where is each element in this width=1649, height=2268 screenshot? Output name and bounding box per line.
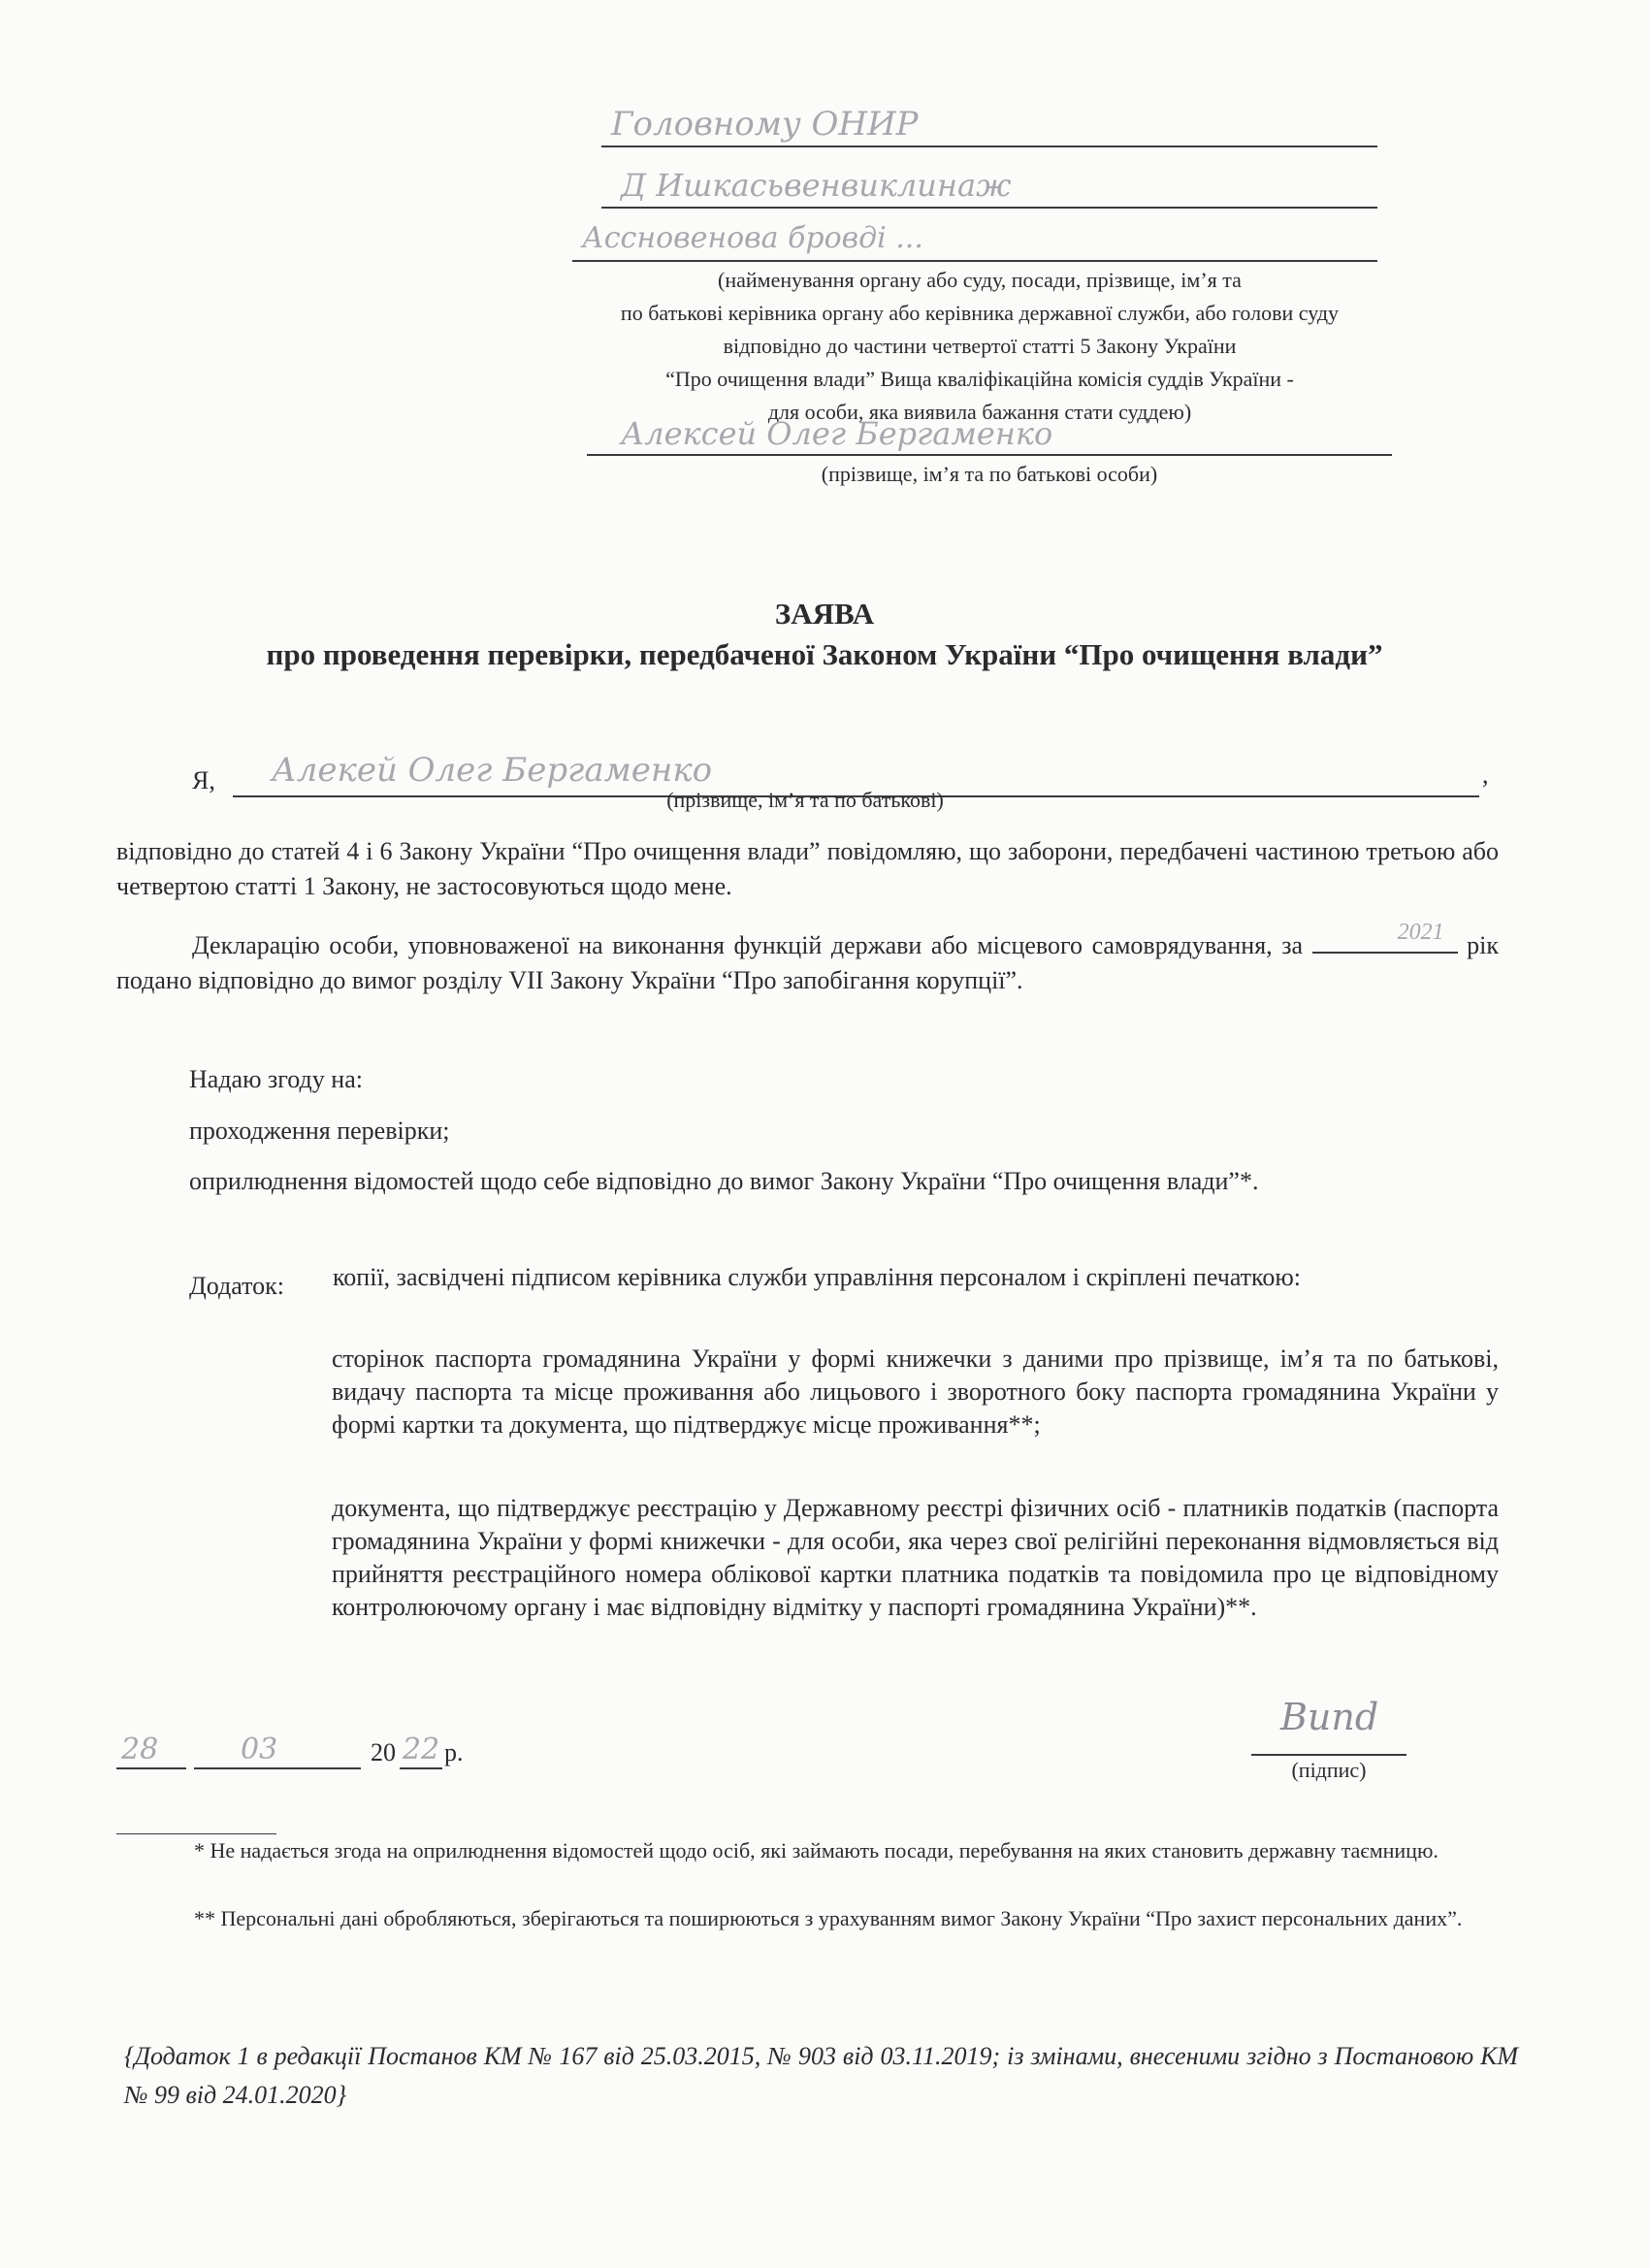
editorial-note: {Додаток 1 в редакції Постанов КМ № 167 від 25.03.2015, № 903 від 03.11.2019; із змінами, внесеними згідно з Постановою КМ № 99 від 24.01.2020} — [124, 2042, 1518, 2109]
date-month-handwriting: 03 — [241, 1733, 278, 1766]
document-title: ЗАЯВА — [774, 597, 875, 631]
recipient-line-1 — [601, 146, 1377, 147]
recipient-caption-line-1: (найменування органу або суду, посади, прізвище, ім’я та — [718, 268, 1242, 292]
recipient-line-2 — [601, 207, 1377, 209]
attachment-item-3: документа, що підтверджує реєстрацію у Державному реєстрі фізичних осіб - платників податків (паспорта громадянина України у формі книжечки - для особи, яка через свої релігійні переконання відмовляється від прийняття реєстраційного номера облікової картки платника податків та повідомила про це відповідному контролюючому органу і має відповідну відмітку у паспорті громадянина України)**. — [332, 1494, 1499, 1621]
signature-handwriting: Bund — [1280, 1696, 1379, 1738]
declaration-year-handwriting: 2021 — [1397, 920, 1444, 945]
name-caption: (прізвище, ім’я та по батькові) — [666, 788, 944, 812]
date-year-prefix: 20 — [371, 1738, 396, 1766]
date-month-line — [194, 1767, 361, 1769]
document-subtitle: про проведення перевірки, передбаченої Законом України “Про очищення влади” — [266, 637, 1383, 671]
declaration-year-blank — [1312, 920, 1458, 954]
date-year-line — [400, 1767, 442, 1769]
consent-intro: Надаю згоду на: — [189, 1065, 363, 1093]
applicant-caption: (прізвище, ім’я та по батькові особи) — [821, 462, 1158, 486]
declaration-text-end: рік подано відповідно до вимог розділу VII Закону України “Про запобігання корупції”. — [116, 931, 1500, 994]
attachment-item-2: сторінок паспорта громадянина України у формі книжечки з даними про прізвище, ім’я та по батькові, видачу паспорта та місце проживання або лицьового і зворотного боку паспорта громадянина України у формі картки та документа, що підтверджує місце проживання**; — [332, 1345, 1499, 1439]
recipient-handwriting-1: Головному ОНИР — [611, 105, 919, 144]
recipient-caption-line-4: “Про очищення влади” Вища кваліфікаційна комісія суддів України - — [665, 367, 1294, 391]
recipient-caption-line-3: відповідно до частини четвертої статті 5 Закону України — [723, 334, 1237, 358]
consent-item-1: проходження перевірки; — [189, 1117, 450, 1145]
paragraph-statement: відповідно до статей 4 і 6 Закону України “Про очищення влади” повідомляю, що заборони, передбачені частиною третьою або четвертою статті 1 Закону, не застосовуються щодо мене. — [116, 837, 1499, 900]
footnote-2: ** Персональні дані обробляються, зберігаються та поширюються з урахуванням вимог Закону України “Про захист персональних даних”. — [194, 1906, 1463, 1930]
i-prefix: Я, — [192, 766, 215, 794]
name-handwriting: Алекей Олег Бергаменко — [272, 751, 713, 790]
footnote-1: * Не надається згода на оприлюднення відомостей щодо осіб, які займають посади, перебування на яких становить державну таємницю. — [194, 1838, 1439, 1863]
date-day-handwriting: 28 — [121, 1733, 159, 1766]
declaration-text-start: Декларацію особи, уповноваженої на виконання функцій держави або місцевого самоврядування, за — [192, 931, 1304, 959]
name-suffix: , — [1482, 761, 1489, 789]
date-day-line — [116, 1767, 186, 1769]
consent-item-2-text: оприлюднення відомостей щодо себе відповідно до вимог Закону України “Про очищення влади”*. — [189, 1167, 1259, 1195]
applicant-line — [587, 454, 1392, 456]
footnote-separator — [116, 1833, 276, 1834]
date-year-handwriting: 22 — [403, 1733, 440, 1766]
attachment-item-1: копії, засвідчені підписом керівника служби управління персоналом і скріплені печаткою: — [333, 1263, 1302, 1291]
recipient-line-3 — [572, 260, 1377, 262]
paragraph-declaration — [116, 920, 1500, 998]
date-suffix: р. — [444, 1738, 464, 1766]
signature-caption: (підпис) — [1291, 1758, 1367, 1782]
recipient-caption-line-2: по батькові керівника органу або керівника державної служби, або голови суду — [620, 301, 1340, 325]
consent-item-2 — [116, 1164, 1499, 1199]
applicant-handwriting: Алексей Олег Бергаменко — [621, 415, 1053, 452]
recipient-caption — [504, 264, 1455, 429]
recipient-handwriting-3: Ассновенова бровді ... — [582, 221, 923, 255]
attachment-label: Додаток: — [189, 1272, 284, 1300]
recipient-caption-line-5: для особи, яка виявила бажання стати суддею) — [767, 400, 1192, 424]
recipient-handwriting-2: Д Ишкасьвенвиклинаж — [621, 167, 1012, 204]
